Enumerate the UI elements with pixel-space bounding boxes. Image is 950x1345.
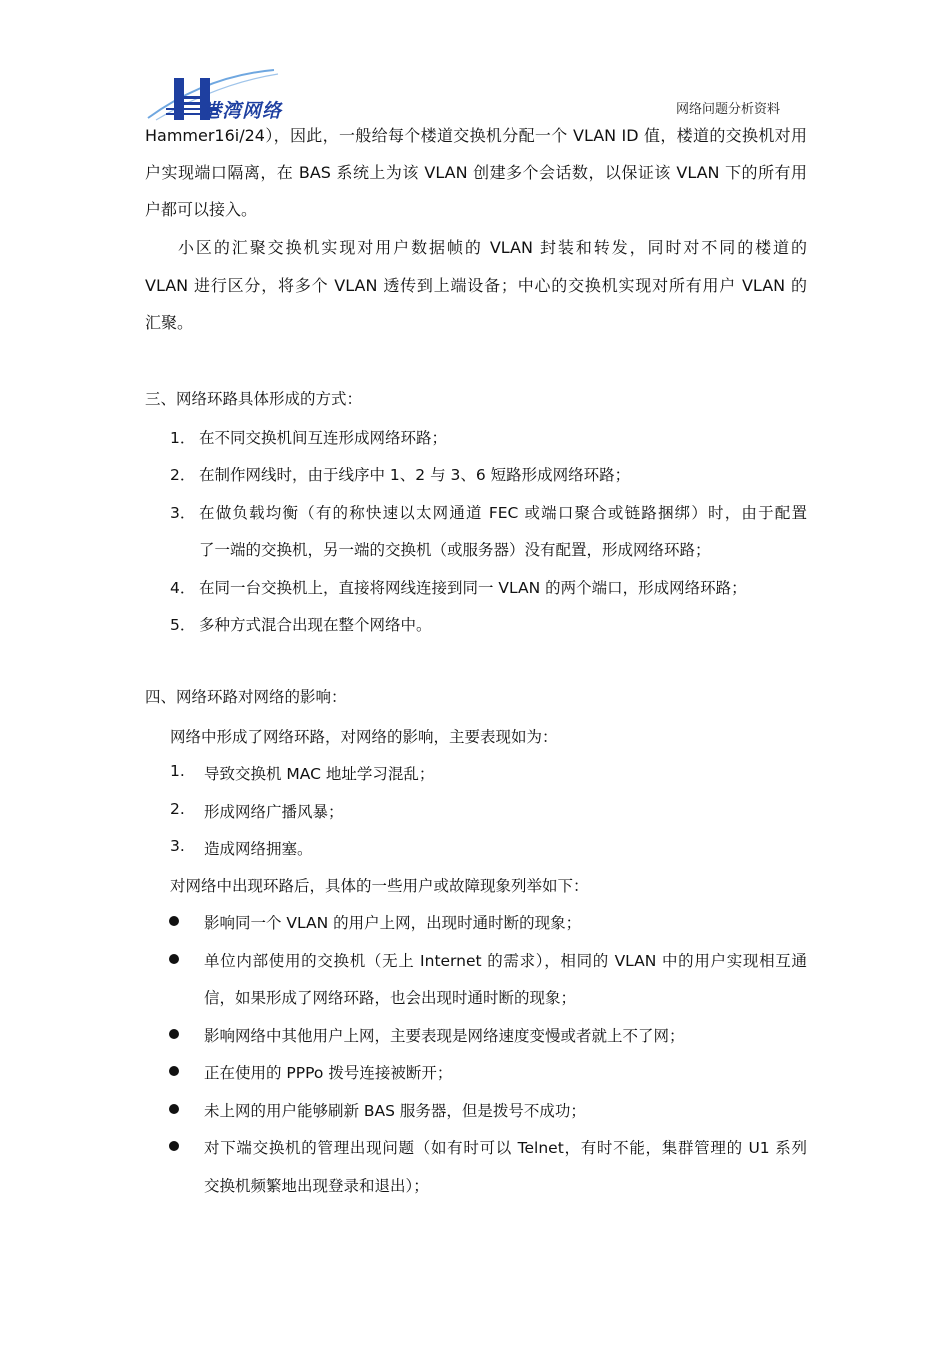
bullet-item: 对下端交换机的管理出现问题（如有时可以 Telnet，有时不能，集群管理的 U1 系列	[204, 1139, 807, 1157]
paragraph-line: 汇聚。	[145, 313, 194, 332]
bullet-icon	[169, 1104, 179, 1114]
section-intro: 网络中形成了网络环路，对网络的影响，主要表现如为：	[170, 728, 558, 746]
list-number: 4．	[170, 579, 196, 597]
paragraph-line: Hammer16i/24），因此，一般给每个楼道交换机分配一个 VLAN ID 值，楼道的交换机对用	[145, 126, 807, 145]
list-number: 1．	[170, 429, 196, 447]
list-item: 造成网络拥塞。	[204, 840, 313, 858]
bullet-item-continuation: 交换机频繁地出现登录和退出）；	[204, 1177, 429, 1195]
list-number: 1.	[170, 762, 185, 780]
paragraph-line: VLAN 进行区分，将多个 VLAN 透传到上端设备；中心的交换机实现对所有用户 VLAN 的	[145, 276, 807, 295]
list-item: 形成网络广播风暴；	[204, 803, 344, 821]
bullet-item: 影响同一个 VLAN 的用户上网，出现时通时断的现象；	[204, 914, 582, 932]
logo-text: 港湾网络	[202, 100, 283, 122]
bullet-item: 正在使用的 PPPo 拨号连接被断开；	[204, 1064, 453, 1082]
bullet-item: 未上网的用户能够刷新 BAS 服务器，但是拨号不成功；	[204, 1102, 586, 1120]
list-item: 在同一台交换机上，直接将网线连接到同一 VLAN 的两个端口，形成网络环路；	[199, 579, 747, 597]
list-item: 在不同交换机间互连形成网络环路；	[199, 429, 448, 447]
list-number: 5．	[170, 616, 196, 634]
list-item-continuation: 了一端的交换机，另一端的交换机（或服务器）没有配置，形成网络环路；	[199, 541, 711, 559]
bullet-item-continuation: 信，如果形成了网络环路，也会出现时通时断的现象；	[204, 989, 577, 1007]
bullet-item: 单位内部使用的交换机（无上 Internet 的需求），相同的 VLAN 中的用户实现相互通	[204, 952, 807, 970]
bullet-item: 影响网络中其他用户上网，主要表现是网络速度变慢或者就上不了网；	[204, 1027, 685, 1045]
bullet-icon	[169, 1066, 179, 1076]
paragraph-line: 户实现端口隔离，在 BAS 系统上为该 VLAN 创建多个会话数，以保证该 VLAN 下的所有用	[145, 163, 807, 182]
paragraph-line: 户都可以接入。	[145, 200, 258, 219]
bullet-icon	[169, 954, 179, 964]
list-number: 3．	[170, 504, 196, 522]
paragraph-line: 小区的汇聚交换机实现对用户数据帧的 VLAN 封装和转发，同时对不同的楼道的	[178, 238, 807, 257]
list-item: 多种方式混合出现在整个网络中。	[199, 616, 432, 634]
list-number: 2.	[170, 800, 185, 818]
bullet-icon	[169, 916, 179, 926]
list-item: 导致交换机 MAC 地址学习混乱；	[204, 765, 435, 783]
section-heading: 四、网络环路对网络的影响：	[145, 688, 347, 706]
list-item: 在制作网线时，由于线序中 1、2 与 3、6 短路形成网络环路；	[199, 466, 631, 484]
list-item: 在做负载均衡（有的称快速以太网通道 FEC 或端口聚合或链路捆绑）时，由于配置	[199, 504, 807, 522]
bullet-icon	[169, 1141, 179, 1151]
symptoms-intro: 对网络中出现环路后，具体的一些用户或故障现象列举如下：	[170, 877, 589, 895]
section-heading: 三、网络环路具体形成的方式：	[145, 390, 363, 408]
list-number: 3.	[170, 837, 185, 855]
header-title: 网络问题分析资料	[676, 102, 781, 117]
list-number: 2．	[170, 466, 196, 484]
bullet-icon	[169, 1029, 179, 1039]
